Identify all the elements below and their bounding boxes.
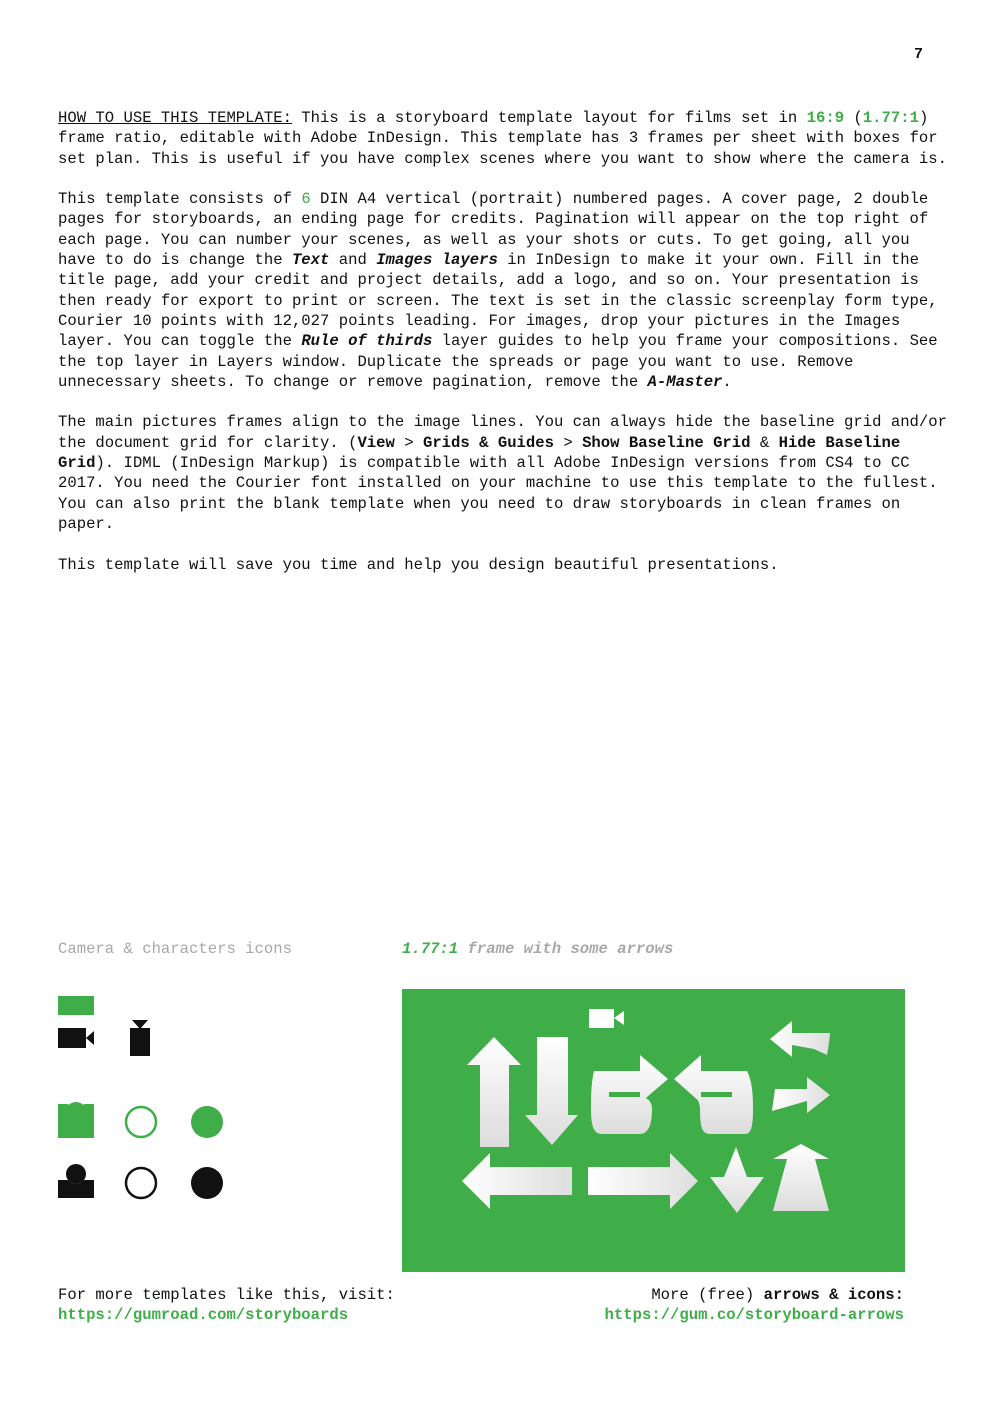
- arrows-illustration: [402, 989, 905, 1272]
- arrow-left-icon: [462, 1153, 572, 1209]
- arrow-right-icon: [588, 1153, 698, 1209]
- frame-caption: [402, 940, 673, 958]
- a-master-word: A-Master: [647, 372, 723, 391]
- arrow-big-up-icon: [773, 1144, 829, 1211]
- footer-left-text: For more templates like this, visit:: [58, 1286, 395, 1304]
- footer-left: [58, 1285, 395, 1326]
- arrow-diamond-down-icon: [710, 1147, 764, 1213]
- gumroad-link[interactable]: https://gumroad.com/storyboards: [58, 1306, 349, 1325]
- footer-right-prefix: More (free): [651, 1286, 764, 1304]
- frame-caption-ratio: 1.77:1: [402, 940, 459, 958]
- icons-set: [56, 994, 256, 1204]
- grid-text: >: [394, 433, 423, 452]
- closing-paragraph: This template will save you time and help you design beautiful presentations.: [58, 555, 779, 574]
- intro-text: This is a storyboard template layout for films set in: [291, 109, 807, 127]
- character-black-icon: [58, 1164, 94, 1198]
- grid-paragraph: [58, 412, 948, 534]
- pages-text: .: [722, 372, 732, 391]
- pages-text: in InDesign to make it your own. Fill in the title page, add your credit and project details, add a logo, and so on. Your presentation is then ready for export to print or screen. The text is set in the classic screenplay form type, Courier 10 points with 12,027 points leading. For images, drop your pictures in the Images layer. You can toggle the: [58, 251, 938, 351]
- pages-text: and: [329, 251, 377, 270]
- page-count: 6: [301, 190, 311, 209]
- arrow-small-right-icon: [772, 1077, 830, 1113]
- pages-text: layer guides to help you frame your compositions. See the top layer in Layers window. Duplicate the spreads or page you want to use. Remove unnecessary sheets. To change or remove pagination, remove the: [58, 332, 938, 391]
- grid-text: ). IDML (InDesign Markup) is compatible with all Adobe InDesign versions from CS4 to CC 2017. You need the Courier font installed on your machine to use this template to the fullest. You can also print the blank template when you need to draw storyboards in clean frames on paper.: [58, 454, 938, 533]
- menu-grids-guides: Grids & Guides: [422, 433, 554, 452]
- camera-icon: [589, 1009, 614, 1028]
- footer-right-text: [605, 1285, 904, 1305]
- arrows-link[interactable]: https://gum.co/storyboard-arrows: [604, 1306, 904, 1325]
- menu-show-baseline: Show Baseline Grid: [582, 433, 751, 452]
- menu-hide-baseline: Hide Baseline Grid: [58, 433, 901, 473]
- grid-text: >: [553, 433, 583, 452]
- frame-caption-text: frame with some arrows: [458, 940, 674, 958]
- intro-text: (: [844, 109, 863, 127]
- pages-text: This template consists of: [58, 190, 302, 209]
- circle-filled-black-icon: [191, 1167, 223, 1199]
- circle-outline-green-icon: [126, 1107, 156, 1137]
- body-text: [58, 108, 948, 595]
- footer-right-bold: arrows & icons:: [763, 1286, 904, 1304]
- circle-outline-black-icon: [126, 1168, 156, 1198]
- arrow-up-icon: [467, 1037, 521, 1147]
- circle-filled-green-icon: [191, 1106, 223, 1138]
- rule-of-thirds-word: Rule of thirds: [301, 332, 433, 351]
- camera-vertical-icon: [130, 1020, 150, 1056]
- footer-right: [605, 1285, 904, 1326]
- character-green-icon: [58, 1102, 94, 1138]
- menu-view: View: [357, 433, 395, 452]
- images-layer-word: Images layers: [376, 251, 498, 270]
- icons-caption: Camera & characters icons: [58, 940, 292, 958]
- intro-paragraph: [58, 108, 948, 169]
- intro-text: ) frame ratio, editable with Adobe InDesign. This template has 3 frames per sheet with boxes for set plan. This is useful if you have complex scenes where you want to show where the camera is.: [58, 109, 947, 168]
- ratio-1-77: 1.77:1: [862, 109, 919, 127]
- arrow-down-icon: [525, 1037, 578, 1145]
- frame-with-arrows: [402, 989, 905, 1272]
- arrow-curve-left-icon: [674, 1055, 753, 1134]
- page-number: 7: [913, 46, 923, 63]
- pages-paragraph: [58, 189, 948, 392]
- intro-heading: HOW TO USE THIS TEMPLATE:: [58, 109, 292, 127]
- arrow-curve-right-icon: [591, 1055, 668, 1134]
- arrow-small-left-icon: [770, 1021, 830, 1057]
- grid-text: The main pictures frames align to the image lines. You can always hide the baseline grid and/or the document grid for clarity. (: [58, 413, 947, 452]
- text-layer-word: Text: [291, 251, 330, 270]
- camera-icon: [58, 1028, 94, 1048]
- camera-top-icon: [58, 996, 94, 1015]
- grid-text: &: [750, 433, 779, 452]
- ratio-16-9: 16:9: [806, 109, 845, 127]
- pages-text: DIN A4 vertical (portrait) numbered pages. A cover page, 2 double pages for storyboards, an ending page for credits. Pagination will appear on the top right of each page. You can number your scenes, as well as your shots or cuts. To get going, all you have to do is change the: [58, 190, 929, 270]
